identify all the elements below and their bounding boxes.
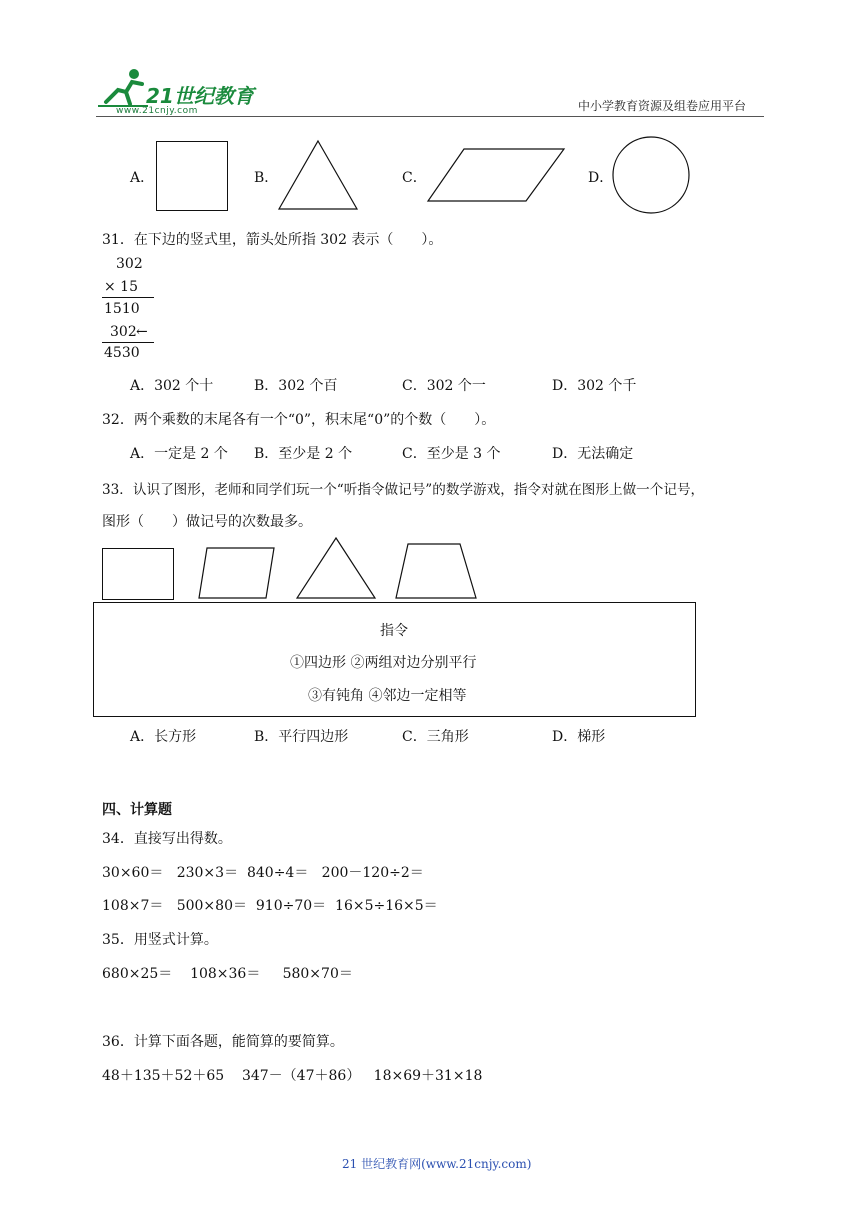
q30-option-d-label: D． (588, 170, 614, 186)
trapezoid-figure (394, 542, 478, 600)
calc-line-5: 4530 (104, 345, 140, 361)
q33-option-a: A．长方形 (130, 729, 197, 745)
logo-text: 21世纪教育 (146, 84, 254, 108)
triangle-shape (276, 138, 360, 212)
q33-option-d: D．梯形 (552, 729, 606, 745)
q30-option-c-label: C． (402, 170, 427, 186)
square-shape (156, 141, 228, 211)
header-divider (96, 116, 764, 117)
arrow-left-icon: ← (136, 324, 148, 340)
instructions-box (93, 602, 696, 717)
q33-option-c: C．三角形 (402, 729, 469, 745)
q33-stem-line-2: 图形（ ）做记号的次数最多。 (102, 514, 312, 530)
q31-option-a: A．302 个十 (130, 378, 214, 394)
instructions-line-1: ①四边形 ②两组对边分别平行 (290, 655, 477, 671)
instructions-title: 指令 (380, 623, 408, 639)
parallelogram-figure (198, 546, 276, 600)
q35-row: 680×25＝ 108×36＝ 580×70＝ (102, 966, 353, 982)
q32-stem: 32．两个乘数的末尾各有一个“0”，积末尾“0”的个数（ ）。 (102, 412, 496, 428)
q31-option-b: B．302 个百 (254, 378, 338, 394)
q32-option-d: D．无法确定 (552, 446, 634, 462)
calc-line-2: × 15 (104, 279, 138, 295)
circle-shape (610, 134, 692, 216)
site-name: 中小学教育资源及组卷应用平台 (578, 99, 747, 113)
calc-rule-2 (102, 342, 154, 343)
footer-text[interactable]: 21 世纪教育网(www.21cnjy.com) (342, 1157, 532, 1171)
q30-option-b-label: B． (254, 170, 279, 186)
logo-runner-icon (96, 66, 152, 110)
triangle-figure (296, 536, 378, 600)
logo (96, 66, 266, 116)
rectangle-shape (102, 548, 174, 600)
q33-option-b: B．平行四边形 (254, 729, 349, 745)
q35-stem: 35．用竖式计算。 (102, 932, 218, 948)
q32-option-a: A．一定是 2 个 (130, 446, 228, 462)
q32-option-b: B．至少是 2 个 (254, 446, 353, 462)
q31-option-c: C．302 个一 (402, 378, 486, 394)
q30-option-a-label: A． (130, 170, 155, 186)
q36-row: 48＋135＋52＋65 347－（47＋86） 18×69＋31×18 (102, 1068, 483, 1084)
q34-row-2: 108×7＝ 500×80＝ 910÷70＝ 16×5÷16×5＝ (102, 898, 438, 914)
q31-stem: 31．在下边的竖式里，箭头处所指 302 表示（ ）。 (102, 232, 443, 248)
q34-stem: 34．直接写出得数。 (102, 831, 232, 847)
parallelogram-shape (426, 147, 566, 203)
instructions-line-2: ③有钝角 ④邻边一定相等 (308, 688, 467, 704)
logo-url: www.21cnjy.com (116, 106, 198, 116)
calc-line-1: 302 (116, 256, 143, 272)
q31-option-d: D．302 个千 (552, 378, 637, 394)
q33-stem-line-1: 33．认识了图形，老师和同学们玩一个“听指令做记号”的数学游戏，指令对就在图形上做一个记号， (102, 482, 705, 498)
section-title: 四、计算题 (102, 802, 172, 818)
calc-line-3: 1510 (104, 301, 140, 317)
q34-row-1: 30×60＝ 230×3＝ 840÷4＝ 200－120÷2＝ (102, 865, 424, 881)
calc-rule-1 (102, 297, 154, 298)
q36-stem: 36．计算下面各题，能简算的要简算。 (102, 1034, 344, 1050)
q32-option-c: C．至少是 3 个 (402, 446, 501, 462)
calc-line-4: 302 (110, 324, 137, 340)
